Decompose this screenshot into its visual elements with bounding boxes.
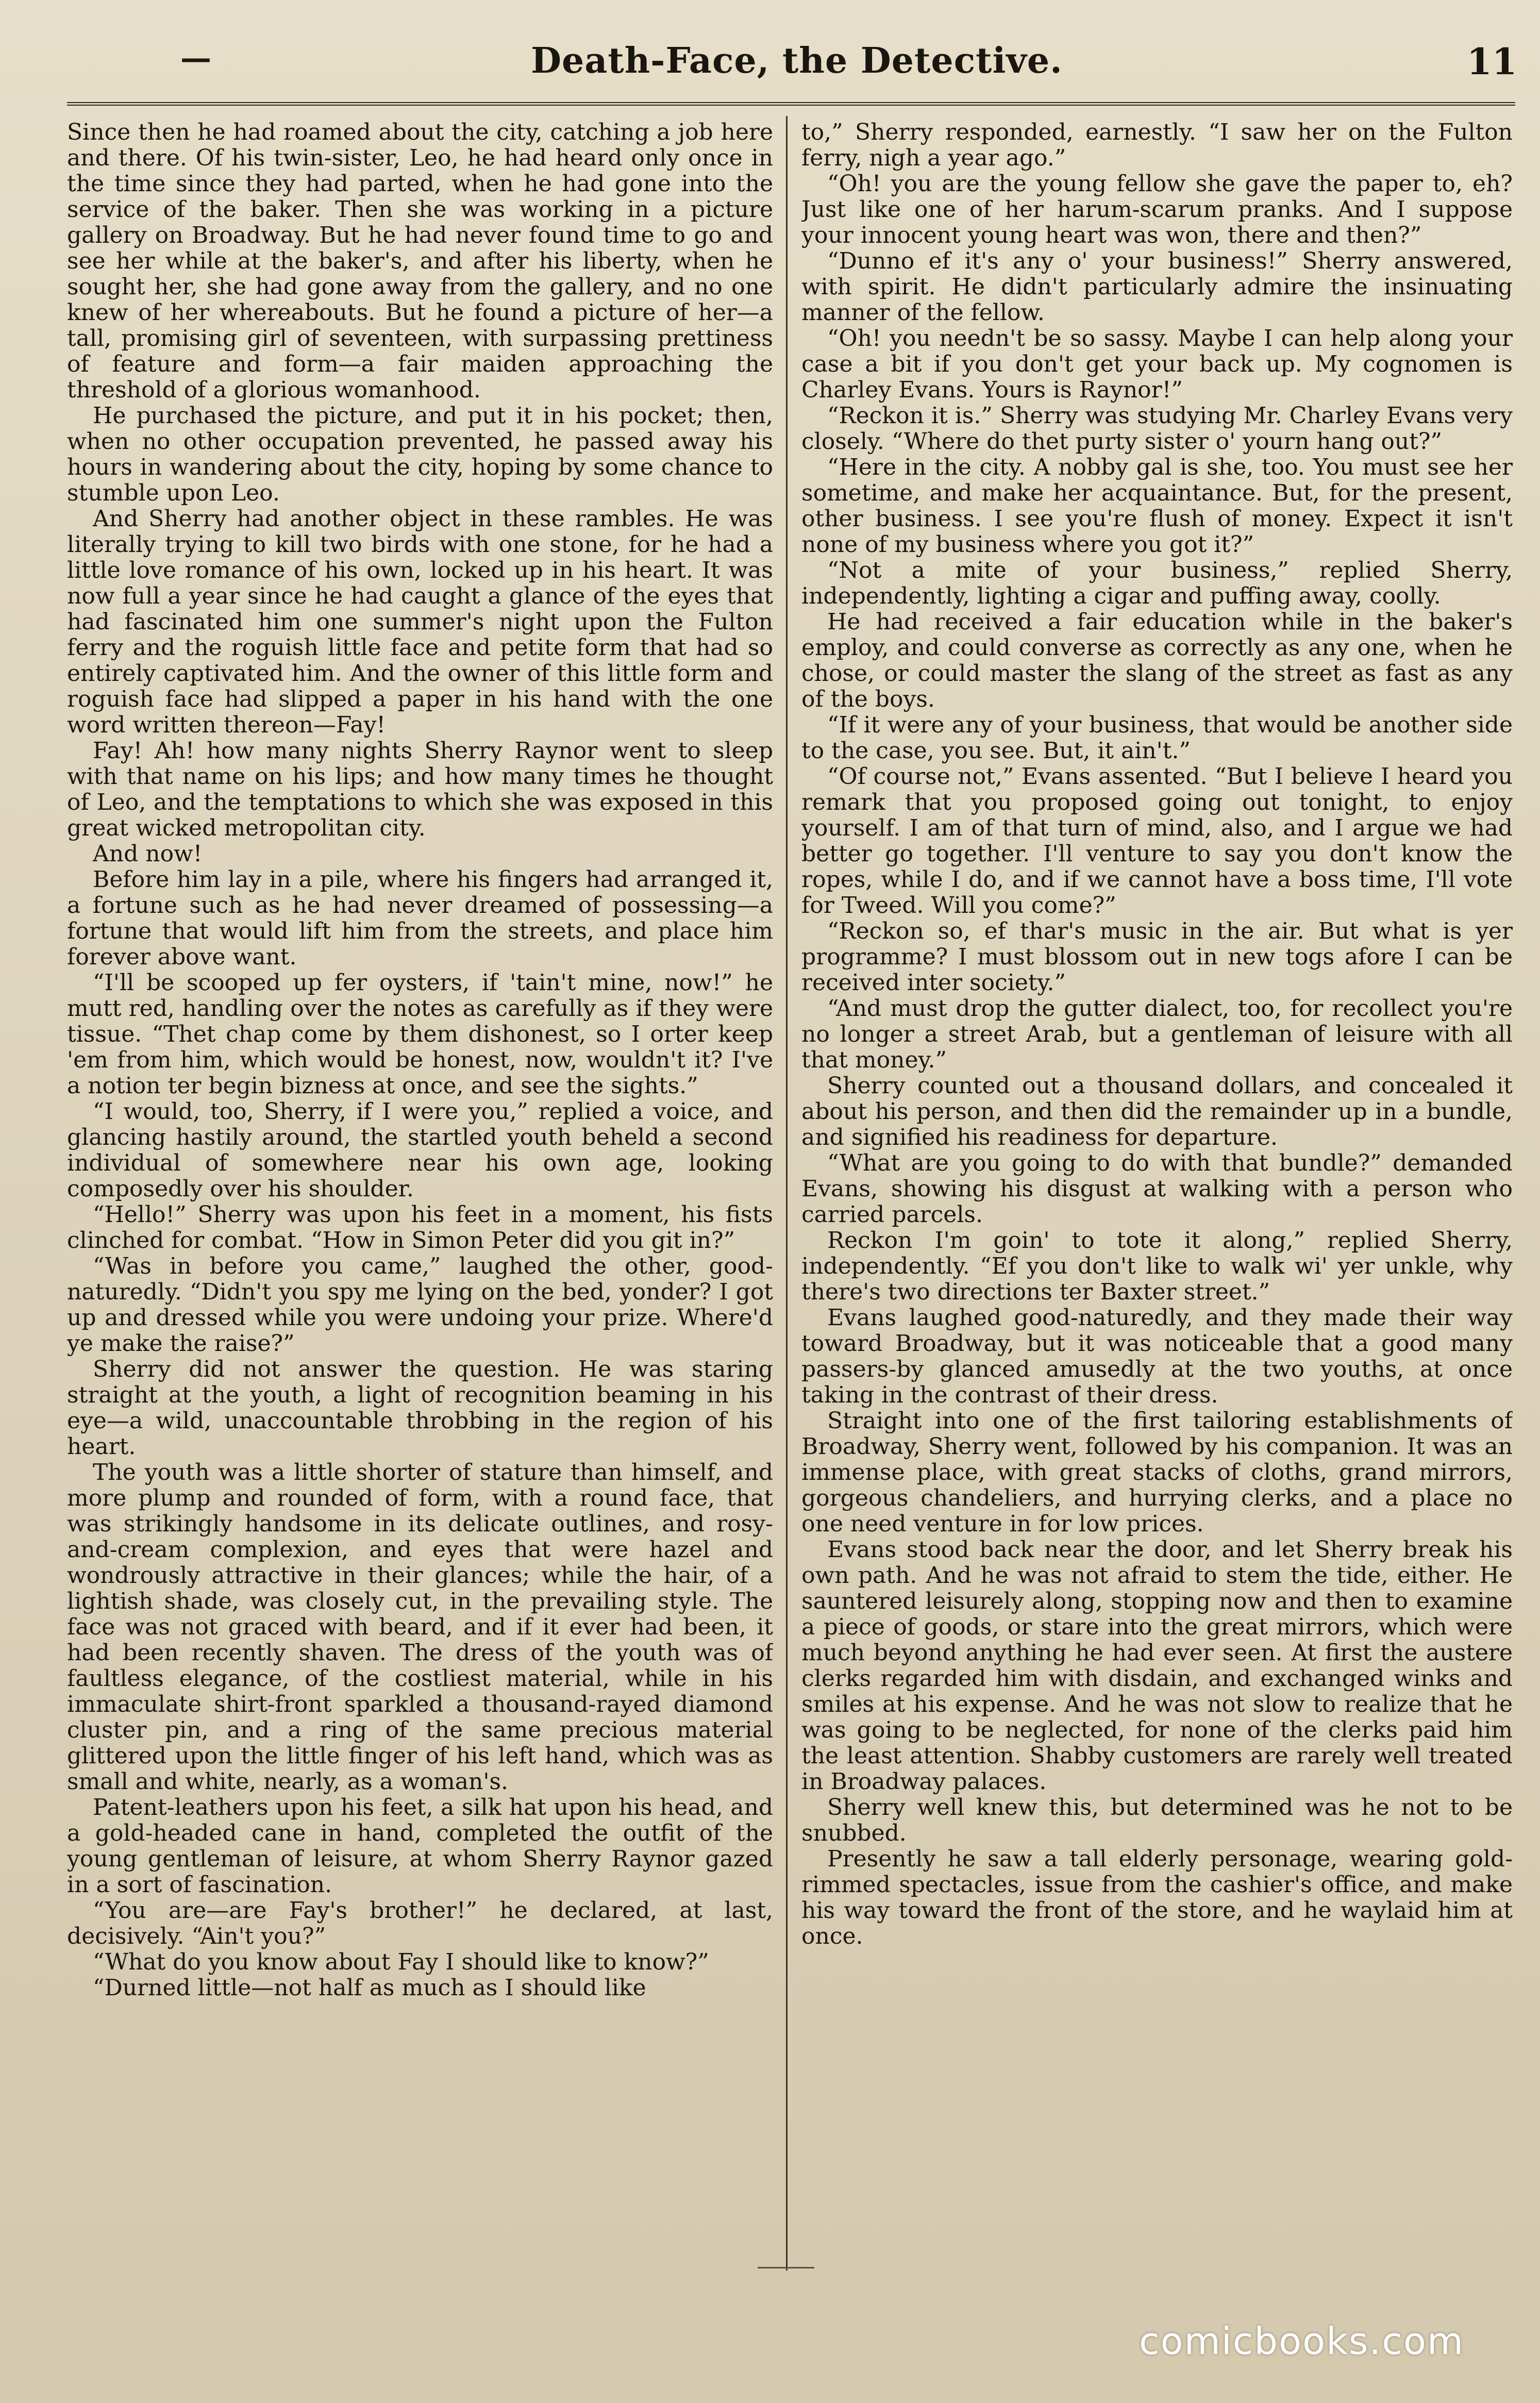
paragraph: Evans laughed good-naturedly, and they made their way toward Broadway, but it was noticeable that a good many passers-by glanced amusedly at the two youths, at once taking in the contrast of their dress. <box>801 1305 1513 1408</box>
paragraph: “What are you going to do with that bundle?” demanded Evans, showing his disgust at walking with a person who carried parcels. <box>801 1150 1513 1228</box>
paragraph: “And must drop the gutter dialect, too, for recollect you're no longer a street Arab, but a gentleman of leisure with all that money.” <box>801 995 1513 1073</box>
header-ornament: — <box>180 40 211 76</box>
paragraph: Reckon I'm goin' to tote it along,” replied Sherry, independently. “Ef you don't like to walk wi' yer unkle, why there's two directions ter Baxter street.” <box>801 1227 1513 1305</box>
paragraph: Before him lay in a pile, where his fingers had arranged it, a fortune such as he had never dreamed of possessing—a fortune that would lift him from the streets, and place him forever above want. <box>67 866 773 970</box>
paragraph: Patent-leathers upon his feet, a silk hat upon his head, and a gold-headed cane in hand, completed the outfit of the young gentleman of leisure, at whom Sherry Raynor gazed in a sort of fascination. <box>67 1794 773 1898</box>
paragraph: “Here in the city. A nobby gal is she, too. You must see her sometime, and make her acquaintance. But, for the present, other business. I see you're flush of money. Expect it isn't none of my business where you got it?” <box>801 454 1513 558</box>
right-column <box>801 120 1513 2264</box>
paragraph: He had received a fair education while in the baker's employ, and could converse as correctly as any one, when he chose, or could master the slang of the street as fast as any of the boys. <box>801 609 1513 712</box>
paragraph: Straight into one of the first tailoring establishments of Broadway, Sherry went, followed by his companion. It was an immense place, with great stacks of cloths, grand mirrors, gorgeous chandeliers, and hurrying clerks, and a place no one need venture in for low prices. <box>801 1408 1513 1537</box>
paragraph: Presently he saw a tall elderly personage, wearing gold-rimmed spectacles, issue from the cashier's office, and make his way toward the front of the store, and he waylaid him at once. <box>801 1846 1513 1949</box>
paragraph: “Oh! you needn't be so sassy. Maybe I can help along your case a bit if you don't get your back up. My cognomen is Charley Evans. Yours is Raynor!” <box>801 325 1513 403</box>
paragraph: And Sherry had another object in these rambles. He was literally trying to kill two birds with one stone, for he had a little love romance of his own, locked up in his heart. It was now full a year since he had caught a glance of the eyes that had fascinated him one summer's night upon the Fulton ferry and the roguish little face and petite form that had so entirely captivated him. And the owner of this little form and roguish face had slipped a paper in his hand with the one word written thereon—Fay! <box>67 506 773 738</box>
paragraph: “Of course not,” Evans assented. “But I believe I heard you remark that you proposed going out tonight, to enjoy yourself. I am of that turn of mind, also, and I argue we had better go together. I'll venture to say you don't know the ropes, while I do, and if we cannot have a boss time, I'll vote for Tweed. Will you come?” <box>801 763 1513 919</box>
paragraph: “Hello!” Sherry was upon his feet in a moment, his fists clinched for combat. “How in Simon Peter did you git in?” <box>67 1202 773 1254</box>
paragraph: “Was in before you came,” laughed the other, good-naturedly. “Didn't you spy me lying on the bed, yonder? I got up and dressed while you were undoing your prize. Where'd ye make the raise?” <box>67 1253 773 1357</box>
paragraph: Fay! Ah! how many nights Sherry Raynor went to sleep with that name on his lips; and how many times he thought of Leo, and the temptations to which she was exposed in this great wicked metropolitan city. <box>67 738 773 841</box>
paragraph: “I'll be scooped up fer oysters, if 'tain't mine, now!” he mutt red, handling over the notes as carefully as if they were tissue. “Thet chap come by them dishonest, so I orter keep 'em from him, which would be honest, now, wouldn't it? I've a notion ter begin bizness at once, and see the sights.” <box>67 970 773 1099</box>
paragraph: Sherry well knew this, but determined was he not to be snubbed. <box>801 1794 1513 1846</box>
paragraph: He purchased the picture, and put it in his pocket; then, when no other occupation prevented, he passed away his hours in wandering about the city, hoping by some chance to stumble upon Leo. <box>67 403 773 506</box>
paragraph: Since then he had roamed about the city, catching a job here and there. Of his twin-sister, Leo, he had heard only once in the time since they had parted, when he had gone into the service of the baker. Then she was working in a picture gallery on Broadway. But he had never found time to go and see her while at the baker's, and after his liberty, when he sought her, she had gone away from the gallery, and no one knew of her whereabouts. But he found a picture of her—a tall, promising girl of seventeen, with surpassing prettiness of feature and form—a fair maiden approaching the threshold of a glorious womanhood. <box>67 120 773 403</box>
paragraph: “What do you know about Fay I should like to know?” <box>93 1949 709 1975</box>
running-title: Death-Face, the Detective. <box>531 40 1063 81</box>
header-rule <box>67 102 1515 106</box>
paragraph: Sherry did not answer the question. He was staring straight at the youth, a light of recognition beaming in his eye—a wild, unaccountable throbbing in the region of his heart. <box>67 1356 773 1460</box>
paragraph: to,” Sherry responded, earnestly. “I saw her on the Fulton ferry, nigh a year ago.” <box>801 120 1513 171</box>
page-header <box>0 0 1540 98</box>
paragraph: “Not a mite of your business,” replied Sherry, independently, lighting a cigar and puffing away, coolly. <box>801 557 1513 609</box>
paragraph: “Durned little—not half as much as I should like <box>93 1975 646 2001</box>
site-watermark: comicbooks.com <box>1139 2319 1465 2363</box>
paragraph: The youth was a little shorter of stature than himself, and more plump and rounded of form, with a round face, that was strikingly handsome in its delicate outlines, and rosy-and-cream complexion, and eyes that were hazel and wondrously attractive in their glances; while the hair, of a lightish shade, was closely cut, in the prevailing style. The face was not graced with beard, and if it ever had been, it had been recently shaven. The dress of the youth was of faultless elegance, of the costliest material, while in his immaculate shirt-front sparkled a thousand-rayed diamond cluster pin, and a ring of the same precious material glittered upon the little finger of his left hand, which was as small and white, nearly, as a woman's. <box>67 1459 773 1795</box>
column-divider <box>786 116 788 2271</box>
paragraph: Evans stood back near the door, and let Sherry break his own path. And he was not afraid to stem the tide, either. He sauntered leisurely along, stopping now and then to examine a piece of goods, or stare into the great mirrors, which were much beyond anything he had ever seen. At first the austere clerks regarded him with disdain, and exchanged winks and smiles at his expense. And he was not slow to realize that he was going to be neglected, for none of the clerks paid him the least attention. Shabby customers are rarely well treated in Broadway palaces. <box>801 1537 1513 1795</box>
paragraph: “You are—are Fay's brother!” he declared, at last, decisively. “Ain't you?” <box>67 1897 773 1949</box>
page-number: 11 <box>1467 40 1517 83</box>
paragraph: “Reckon it is.” Sherry was studying Mr. Charley Evans very closely. “Where do thet purty sister o' yourn hang out?” <box>801 403 1513 455</box>
paragraph: And now! <box>93 841 203 867</box>
paragraph: “Oh! you are the young fellow she gave the paper to, eh? Just like one of her harum-scarum pranks. And I suppose your innocent young heart was won, there and then?” <box>801 171 1513 248</box>
paragraph: “Reckon so, ef thar's music in the air. But what is yer programme? I must blossom out in new togs afore I can be received inter society.” <box>801 918 1513 996</box>
footer-ornament <box>758 2267 814 2274</box>
left-column <box>67 120 773 2264</box>
paragraph: “I would, too, Sherry, if I were you,” replied a voice, and glancing hastily around, the startled youth beheld a second individual of somewhere near his own age, looking composedly over his shoulder. <box>67 1098 773 1202</box>
paragraph: “If it were any of your business, that would be another side to the case, you see. But, it ain't.” <box>801 712 1513 764</box>
paragraph: Sherry counted out a thousand dollars, and concealed it about his person, and then did the remainder up in a bundle, and signified his readiness for departure. <box>801 1073 1513 1150</box>
paragraph: “Dunno ef it's any o' your business!” Sherry answered, with spirit. He didn't particularly admire the insinuating manner of the fellow. <box>801 248 1513 326</box>
